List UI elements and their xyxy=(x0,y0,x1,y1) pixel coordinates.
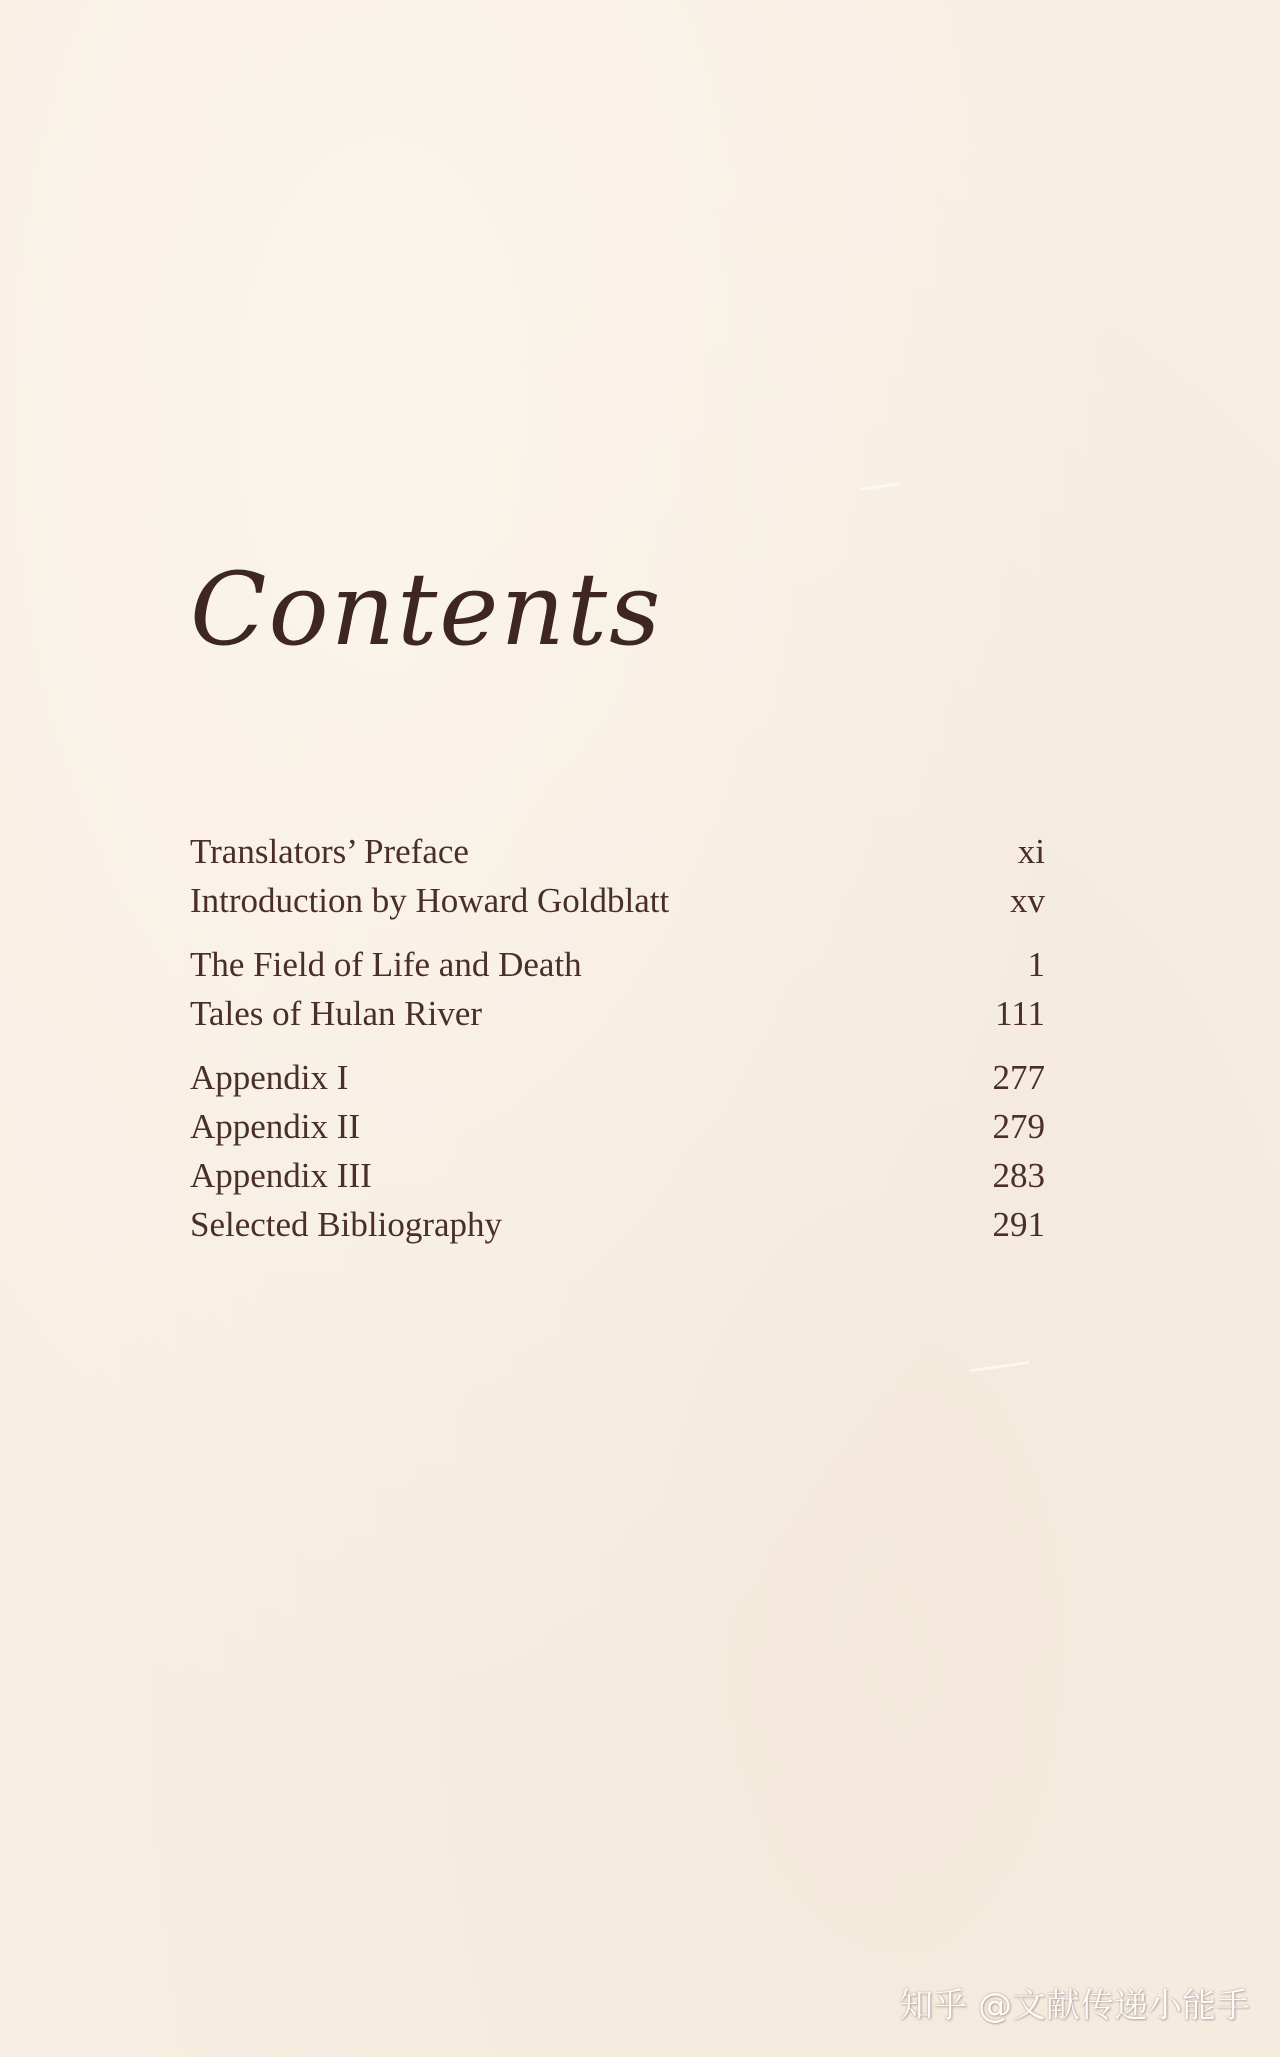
toc-group-works xyxy=(190,940,1045,1038)
toc-entry-title: Selected Bibliography xyxy=(190,1205,503,1244)
toc-entry xyxy=(190,1102,1045,1151)
page-title: Contents xyxy=(190,551,663,668)
source-watermark: 知乎 @文献传递小能手 xyxy=(899,1986,1250,2026)
toc-entry xyxy=(190,1200,1045,1249)
toc-entry-page: 111 xyxy=(995,994,1045,1033)
toc-entry-title: Appendix I xyxy=(190,1058,349,1097)
toc-entry xyxy=(190,989,1045,1038)
toc-entry-page: 291 xyxy=(992,1205,1045,1244)
toc-entry-title: Tales of Hulan River xyxy=(190,994,483,1033)
toc-entry-page: xv xyxy=(1010,881,1045,920)
toc-entry-title: Translators’ Preface xyxy=(190,832,469,871)
toc-entry-page: 283 xyxy=(992,1156,1045,1195)
toc-entry-title: The Field of Life and Death xyxy=(190,945,582,984)
toc-entry-title: Introduction by Howard Goldblatt xyxy=(190,881,670,920)
toc-entry-page: 1 xyxy=(1027,945,1045,984)
toc-entry-title: Appendix II xyxy=(190,1107,361,1146)
toc-group-back-matter xyxy=(190,1053,1045,1249)
toc-entry xyxy=(190,1151,1045,1200)
toc-group-front-matter xyxy=(190,827,1045,925)
toc-entry xyxy=(190,1053,1045,1102)
toc-entry-page: 279 xyxy=(992,1107,1045,1146)
toc-entry xyxy=(190,940,1045,989)
toc-entry xyxy=(190,827,1045,876)
table-of-contents xyxy=(190,827,1045,1249)
toc-entry-page: 277 xyxy=(992,1058,1045,1097)
paper-scuff xyxy=(860,482,900,491)
toc-entry xyxy=(190,876,1045,925)
paper-scuff xyxy=(970,1361,1030,1372)
toc-entry-title: Appendix III xyxy=(190,1156,372,1195)
toc-entry-page: xi xyxy=(1017,832,1045,871)
